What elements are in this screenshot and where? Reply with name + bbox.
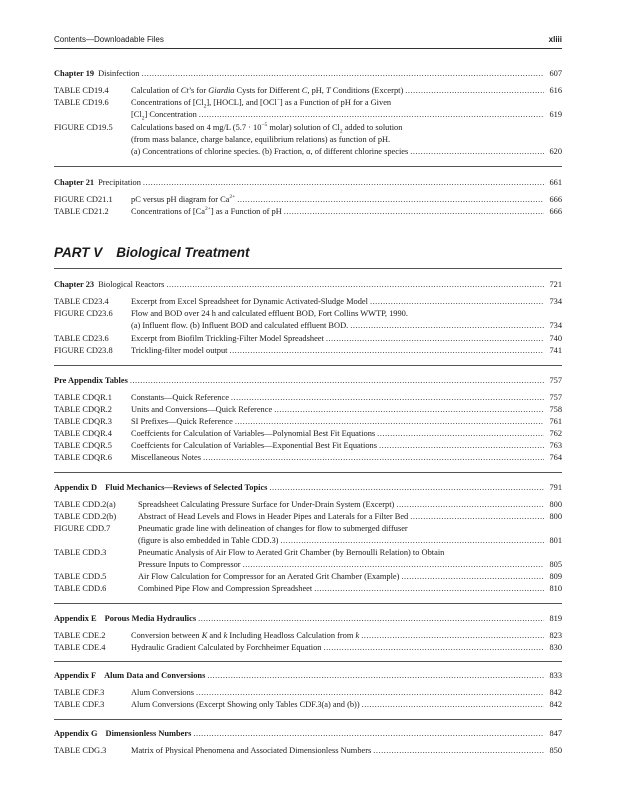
- toc-entry-figure-cd21-1[interactable]: FIGURE CD21.1 pC versus pH diagram for $Ca^{2+}$ ..... 666: [54, 196, 562, 204]
- toc-entry-table-cdd-5[interactable]: TABLE CDD.5 Air Flow Calculation for Compressor for an Aerated Grit Chamber (Example) ..... 809: [54, 573, 562, 581]
- leader-dots: [323, 644, 544, 652]
- leader-dots: [379, 442, 544, 450]
- toc-entry-table-cdqr-3[interactable]: TABLE CDQR.3 SI Prefixes—Quick Reference ..... 761: [54, 418, 562, 426]
- leader-dots: [350, 322, 544, 330]
- leader-dots: [199, 111, 544, 119]
- toc-entry-table-cdqr-6[interactable]: TABLE CDQR.6 Miscellaneous Notes ..... 764: [54, 454, 562, 462]
- leader-dots: [235, 418, 544, 426]
- part-label: PART V: [54, 245, 103, 260]
- section-rule: [54, 166, 562, 167]
- toc-entry-table-cde-4[interactable]: TABLE CDE.4 Hydraulic Gradient Calculated by Forchheimer Equation ..... 830: [54, 644, 562, 652]
- pre-appendix-heading[interactable]: Pre Appendix Tables ..... 757: [54, 377, 562, 385]
- toc-entry-table-cdf-3-excerpt[interactable]: TABLE CDF.3 Alum Conversions (Excerpt Showing only Tables CDF.3(a) and (b)) ..... 842: [54, 701, 562, 709]
- toc-entry-table-cd23-6[interactable]: TABLE CD23.6 Excerpt from Biofilm Trickling-Filter Model Spreadsheet ..... 740: [54, 335, 562, 343]
- leader-dots: [362, 701, 544, 709]
- leader-dots: [410, 513, 544, 521]
- leader-dots: [284, 208, 544, 216]
- running-head-page-number: xliii: [548, 35, 562, 44]
- chapter-23-heading[interactable]: Chapter 23 Biological Reactors ..... 721: [54, 281, 562, 289]
- leader-dots: [326, 335, 544, 343]
- toc-entry-table-cdqr-2[interactable]: TABLE CDQR.2 Units and Conversions—Quick Reference ..... 758: [54, 406, 562, 414]
- leader-dots: [410, 148, 544, 156]
- toc-entry-table-cd19-6-cont[interactable]: $[Cl_2]$ Concentration ..... 619: [54, 111, 562, 119]
- toc-entry-table-cde-2[interactable]: TABLE CDE.2 Conversion between K and k Including Headloss Calculation from k ..... 823: [54, 632, 562, 640]
- leader-dots: [193, 730, 544, 738]
- leader-dots: [166, 281, 544, 289]
- toc-entry-table-cdd-2a[interactable]: TABLE CDD.2(a) Spreadsheet Calculating Pressure Surface for Under-Drain System (Excerpt) ..... 800: [54, 501, 562, 509]
- leader-dots: [231, 394, 544, 402]
- leader-dots: [237, 196, 544, 204]
- leader-dots: [269, 484, 544, 492]
- part-name: Biological Treatment: [116, 245, 250, 260]
- leader-dots: [198, 615, 544, 623]
- header-rule: [54, 48, 562, 49]
- toc-entry-table-cdd-3-cont[interactable]: Pressure Inputs to Compressor ..... 805: [54, 561, 562, 569]
- toc-entry-figure-cd23-6-cont[interactable]: (a) Influent flow. (b) Influent BOD and calculated effluent BOD. ..... 734: [54, 322, 562, 330]
- toc-entry-figure-cdd-7[interactable]: FIGURE CDD.7 Pneumatic grade line with delineation of changes for flow to submerged diffuser: [54, 524, 408, 533]
- section-rule: [54, 661, 562, 662]
- leader-dots: [280, 537, 544, 545]
- toc-entry-table-cdf-3[interactable]: TABLE CDF.3 Alum Conversions ..... 842: [54, 689, 562, 697]
- running-head: [54, 36, 562, 44]
- leader-dots: [130, 377, 544, 385]
- section-rule: [54, 365, 562, 366]
- part-title: [54, 246, 250, 260]
- leader-dots: [207, 672, 544, 680]
- leader-dots: [229, 347, 544, 355]
- toc-entry-figure-cd23-8[interactable]: FIGURE CD23.8 Trickling-filter model output ..... 741: [54, 347, 562, 355]
- toc-entry-figure-cdd-7-cont[interactable]: (figure is also embedded in Table CDD.3) ..... 801: [54, 537, 562, 545]
- leader-dots: [243, 561, 544, 569]
- toc-entry-table-cdg-3[interactable]: TABLE CDG.3 Matrix of Physical Phenomena and Associated Dimensionless Numbers ..... 850: [54, 747, 562, 755]
- toc-entry-table-cdd-6[interactable]: TABLE CDD.6 Combined Pipe Flow and Compression Spreadsheet ..... 810: [54, 585, 562, 593]
- leader-dots: [314, 585, 544, 593]
- leader-dots: [396, 501, 544, 509]
- section-rule: [54, 268, 562, 269]
- toc-entry-table-cd19-4[interactable]: TABLE CD19.4 Calculation of Ct’s for Giardia Cysts for Different C, pH, T Conditions (Excerpt) ..... 616: [54, 87, 562, 95]
- appendix-e-heading[interactable]: Appendix E Porous Media Hydraulics ..... 819: [54, 615, 562, 623]
- toc-entry-table-cd23-4[interactable]: TABLE CD23.4 Excerpt from Excel Spreadsheet for Dynamic Activated-Sludge Model ..... 734: [54, 298, 562, 306]
- section-rule: [54, 472, 562, 473]
- leader-dots: [143, 179, 544, 187]
- leader-dots: [373, 747, 544, 755]
- toc-entry-table-cdd-3[interactable]: TABLE CDD.3 Pneumatic Analysis of Air Flow to Aerated Grit Chamber (by Bernoulli Relation) to Obtain: [54, 548, 445, 557]
- leader-dots: [274, 406, 544, 414]
- section-rule: [54, 719, 562, 720]
- toc-entry-figure-cd19-5-line3[interactable]: (a) Concentrations of chlorine species. (b) Fraction, α, of different chlorine species ..... 620: [54, 148, 562, 156]
- toc-entry-figure-cd19-5[interactable]: FIGURE CD19.5 Calculations based on 4 mg/L ($5.7 \cdot 10^{-5}$ molar) solution of $Cl_2$ added to solution: [54, 122, 403, 135]
- toc-entry-table-cdd-2b[interactable]: TABLE CDD.2(b) Abstract of Head Levels and Flows in Header Pipes and Laterals for a Filter Bed ..... 800: [54, 513, 562, 521]
- running-head-title: Contents—Downloadable Files: [54, 35, 164, 44]
- appendix-f-heading[interactable]: Appendix F Alum Data and Conversions ..... 833: [54, 672, 562, 680]
- chapter-21-heading[interactable]: Chapter 21 Precipitation ..... 661: [54, 179, 562, 187]
- section-rule: [54, 603, 562, 604]
- toc-entry-figure-cd23-6[interactable]: FIGURE CD23.6 Flow and BOD over 24 h and calculated effluent BOD, Fort Collins WWTP, 1990.: [54, 309, 408, 318]
- leader-dots: [142, 70, 545, 78]
- toc-entry-table-cdqr-5[interactable]: TABLE CDQR.5 Coeffcients for Calculation of Variables—Exponential Best Fit Equations ..... 763: [54, 442, 562, 450]
- toc-entry-figure-cd19-5-line2: (from mass balance, charge balance, equilibrium relations) as function of pH.: [131, 135, 391, 144]
- appendix-g-heading[interactable]: Appendix G Dimensionless Numbers ..... 847: [54, 730, 562, 738]
- toc-entry-table-cdqr-4[interactable]: TABLE CDQR.4 Coeffcients for Calculation of Variables—Polynomial Best Fit Equations ..... 762: [54, 430, 562, 438]
- chapter-19-heading[interactable]: Chapter 19 Disinfection ..... 607: [54, 70, 562, 78]
- leader-dots: [405, 87, 544, 95]
- toc-entry-table-cdqr-1[interactable]: TABLE CDQR.1 Constants—Quick Reference ..... 757: [54, 394, 562, 402]
- leader-dots: [377, 430, 544, 438]
- toc-entry-table-cd19-6[interactable]: TABLE CD19.6 Concentrations of $[Cl_2]$, [HOCL], and [OCl−] as a Function of pH for a Given: [54, 97, 392, 110]
- appendix-d-heading[interactable]: Appendix D Fluid Mechanics—Reviews of Selected Topics ..... 791: [54, 484, 562, 492]
- leader-dots: [401, 573, 544, 581]
- leader-dots: [370, 298, 544, 306]
- leader-dots: [196, 689, 544, 697]
- toc-entry-table-cd21-2[interactable]: TABLE CD21.2 Concentrations of $[Ca^{2+}]$ as a Function of pH ..... 666: [54, 208, 562, 216]
- leader-dots: [203, 454, 544, 462]
- leader-dots: [361, 632, 544, 640]
